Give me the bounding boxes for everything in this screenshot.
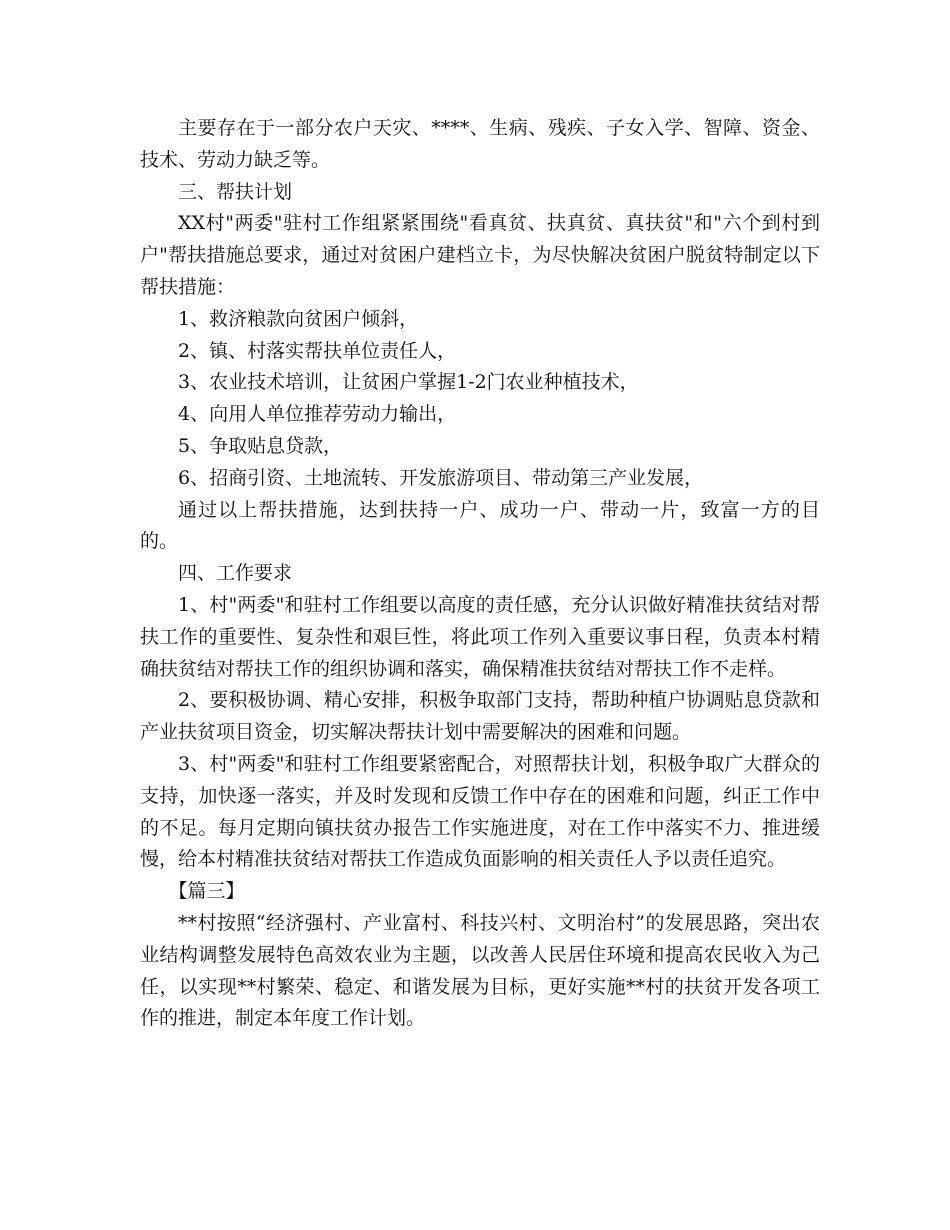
heading-assistance-plan: 三、帮扶计划 bbox=[178, 180, 293, 203]
list-item-measure-1: 1、救济粮款向贫困户倾斜， bbox=[178, 307, 419, 330]
paragraph-causes: 主要存在于一部分农户天灾、****、生病、残疾、子女入学、智障、资金、技术、劳动力缺乏等。 bbox=[140, 117, 820, 171]
paragraph-plan-intro: XX村"两委"驻村工作组紧紧围绕"看真贫、扶真贫、真扶贫"和"六个到村到户"帮扶措施总要求，通过对贫困户建档立卡，为尽快解决贫困户脱贫特制定以下帮扶措施： bbox=[140, 212, 820, 298]
paragraph-requirement-2: 2、要积极协调、精心安排，积极争取部门支持，帮助种植户协调贴息贷款和产业扶贫项目资金，切实解决帮扶计划中需要解决的困难和问题。 bbox=[140, 689, 820, 744]
list-item-measure-6: 6、招商引资、土地流转、开发旅游项目、带动第三产业发展， bbox=[178, 466, 704, 489]
heading-work-requirements: 四、工作要求 bbox=[178, 562, 293, 585]
paragraph-part-three-intro: **村按照“经济强村、产业富村、科技兴村、文明治村”的发展思路，突出农业结构调整发展特色高效农业为主题，以改善人民居住环境和提高农民收入为己任，以实现**村繁荣、稳定、和谐发展为目标，更好实施**村的扶贫开发各项工作的推进，制定本年度工作计划。 bbox=[140, 911, 820, 1030]
list-item-measure-2: 2、镇、村落实帮扶单位责任人， bbox=[178, 339, 457, 362]
document-body bbox=[140, 113, 820, 1035]
section-label-part-three: 【篇三】 bbox=[168, 880, 245, 903]
paragraph-requirement-3: 3、村"两委"和驻村工作组要紧密配合，对照帮扶计划，积极争取广大群众的支持，加快逐一落实，并及时发现和反馈工作中存在的困难和问题，纠正工作中的不足。每月定期向镇扶贫办报告工作实施进度，对在工作中落实不力、推进缓慢，给本村精准扶贫结对帮扶工作造成负面影响的相关责任人予以责任追究。 bbox=[140, 752, 820, 871]
paragraph-requirement-1: 1、村"两委"和驻村工作组要以高度的责任感，充分认识做好精准扶贫结对帮扶工作的重要性、复杂性和艰巨性，将此项工作列入重要议事日程，负责本村精确扶贫结对帮扶工作的组织协调和落实，确保精准扶贫结对帮扶工作不走样。 bbox=[140, 593, 820, 680]
paragraph-plan-goal: 通过以上帮扶措施，达到扶持一户、成功一户、带动一片，致富一方的目的。 bbox=[140, 498, 820, 553]
list-item-measure-4: 4、向用人单位推荐劳动力输出， bbox=[178, 403, 457, 426]
list-item-measure-3: 3、农业技术培训，让贫困户掌握1-2门农业种植技术， bbox=[178, 371, 639, 394]
list-item-measure-5: 5、争取贴息贷款， bbox=[178, 434, 343, 457]
